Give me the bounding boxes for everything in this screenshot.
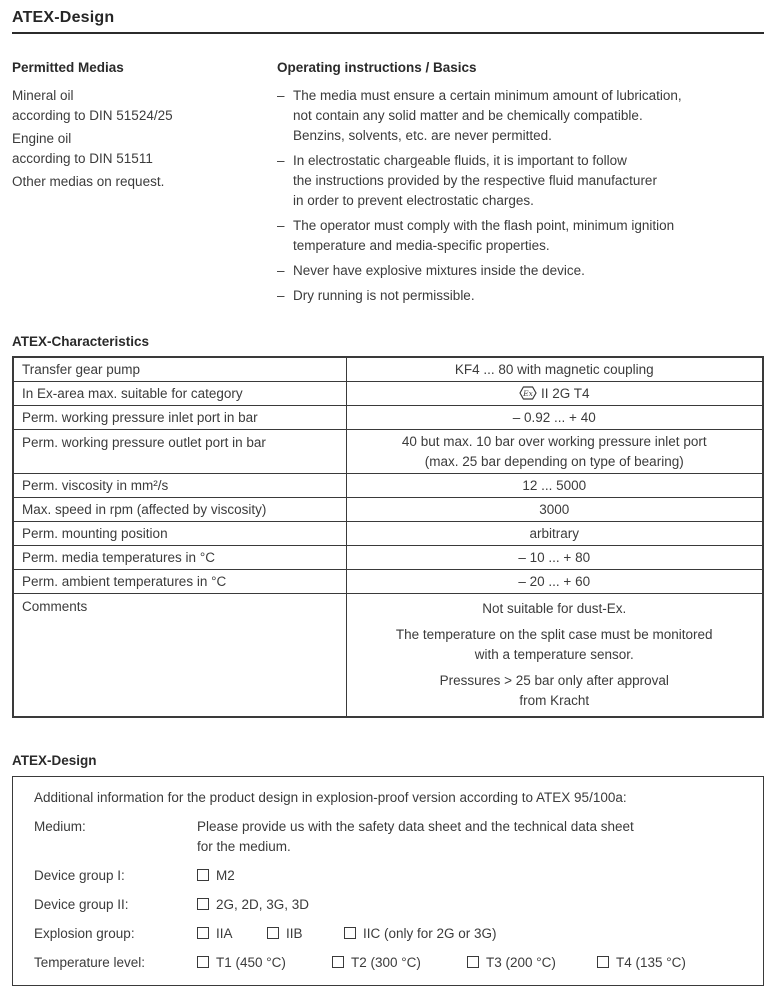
comment-paragraph: Not suitable for dust-Ex. [482,600,627,616]
checkbox-option [467,953,597,973]
checkbox-2g-2d-3g-3d[interactable] [197,898,209,910]
row-label: Max. speed in rpm (affected by viscosity) [13,498,346,522]
row-value: 12 ... 5000 [346,474,763,498]
media-line: Other medias on request. [12,174,165,189]
bullet-line: the instructions provided by the respective fluid manufacturer [293,173,657,188]
bullet-line: temperature and media-specific properties. [293,238,550,253]
table-row [13,570,763,594]
table-row [13,594,763,718]
checkbox-t1[interactable] [197,956,209,968]
row-label: Perm. mounting position [13,522,346,546]
permitted-medias-heading: Permitted Medias [12,60,124,75]
table-row [13,522,763,546]
table-row [13,546,763,570]
list-item [277,286,764,306]
bullet-line: The media must ensure a certain minimum amount of lubrication, [293,88,682,103]
checkbox-iia[interactable] [197,927,209,939]
atex-intro: Additional information for the product design in explosion-proof version according to ATEX 95/100a: [34,790,627,805]
atex-design-section [12,752,764,986]
row-label: Perm. working pressure inlet port in bar [13,406,346,430]
characteristics-section [12,333,764,718]
media-paragraph [12,172,277,192]
row-value: 3000 [346,498,763,522]
row-value: – 10 ... + 80 [346,546,763,570]
bullet-text [293,286,475,306]
row-value: arbitrary [346,522,763,546]
page-title: ATEX-Design [12,9,115,26]
media-line: Engine oil [12,131,72,146]
checkbox-label: T3 (200 °C) [486,955,556,970]
field-label: Device group II: [34,897,129,912]
checkbox-label: IIC (only for 2G or 3G) [363,926,497,941]
form-row-device-group-1 [34,866,745,886]
checkbox-option [344,924,497,944]
media-line: Mineral oil [12,88,74,103]
bullet-line: In electrostatic chargeable fluids, it is important to follow [293,153,627,168]
form-row-explosion-group [34,924,745,944]
list-item [277,151,764,211]
row-label: Perm. ambient temperatures in °C [13,570,346,594]
checkbox-label: IIA [216,926,233,941]
field-label: Temperature level: [34,955,146,970]
field-label: Medium: [34,819,86,834]
row-label: Perm. viscosity in mm²/s [13,474,346,498]
row-value: KF4 ... 80 with magnetic coupling [346,357,763,382]
options-group [197,895,309,915]
checkbox-option [197,953,332,973]
checkbox-label: 2G, 2D, 3G, 3D [216,897,310,912]
row-value [346,382,763,406]
bullet-list [277,86,764,306]
field-label: Explosion group: [34,926,135,941]
row-label: Transfer gear pump [13,357,346,382]
dash-bullet-icon: – [277,263,285,278]
media-paragraph [12,129,277,169]
table-row [13,474,763,498]
title-rule [12,32,764,34]
row-label: Comments [13,594,346,718]
svg-text:Ex: Ex [523,388,533,398]
row-label: Perm. media temperatures in °C [13,546,346,570]
checkbox-t3[interactable] [467,956,479,968]
medium-text [197,817,745,857]
comment-line: The temperature on the split case must be monitored [395,626,713,642]
checkbox-label: T2 (300 °C) [351,955,421,970]
form-row-medium [34,817,745,857]
row-label: In Ex-area max. suitable for category [13,382,346,406]
checkbox-label: T1 (450 °C) [216,955,286,970]
bullet-line: in order to prevent electrostatic charges. [293,193,534,208]
checkbox-option [597,953,686,973]
table-row [13,498,763,522]
media-line: according to DIN 51511 [12,151,153,166]
list-item [277,261,764,281]
bullet-line: Never have explosive mixtures inside the device. [293,263,585,278]
characteristics-table [12,356,764,718]
options-group [197,866,235,886]
media-line: according to DIN 51524/25 [12,108,173,123]
table-row [13,357,763,382]
atex-design-box [12,776,764,986]
bullet-text [293,151,657,211]
table-row [13,382,763,406]
value-line: (max. 25 bar depending on type of bearing) [424,453,684,469]
bullet-line: Dry running is not permissible. [293,288,475,303]
bullet-text [293,86,682,146]
bullet-text [293,216,674,256]
options-group [197,953,686,973]
field-label: Device group I: [34,868,125,883]
medium-line: Please provide us with the safety data sheet and the technical data sheet [197,819,634,834]
permitted-medias-column [12,59,277,311]
checkbox-label: M2 [216,868,235,883]
table-row [13,430,763,474]
category-value: II 2G T4 [540,385,590,401]
checkbox-option [197,866,235,886]
form-row-device-group-2 [34,895,745,915]
row-value: – 20 ... + 60 [346,570,763,594]
intro-section [12,59,764,311]
checkbox-t2[interactable] [332,956,344,968]
comment-paragraph [355,625,755,665]
dash-bullet-icon: – [277,218,285,233]
list-item [277,216,764,256]
operating-instructions-heading: Operating instructions / Basics [277,60,477,75]
checkbox-option [267,924,344,944]
checkbox-label: IIB [286,926,303,941]
media-paragraph [12,86,277,126]
row-value: – 0.92 ... + 40 [346,406,763,430]
checkbox-option [197,924,267,944]
row-value [346,594,763,718]
row-value [346,430,763,474]
medium-line: for the medium. [197,839,291,854]
comment-line: with a temperature sensor. [474,646,634,662]
value-line: 40 but max. 10 bar over working pressure inlet port [401,433,707,449]
comment-line: from Kracht [519,692,590,708]
row-label: Perm. working pressure outlet port in bar [13,430,346,474]
checkbox-option [197,895,309,915]
dash-bullet-icon: – [277,288,285,303]
form-row-temperature-level [34,953,745,973]
checkbox-option [332,953,467,973]
checkbox-m2[interactable] [197,869,209,881]
characteristics-heading: ATEX-Characteristics [12,334,150,349]
checkbox-t4[interactable] [597,956,609,968]
dash-bullet-icon: – [277,88,285,103]
atex-design-heading: ATEX-Design [12,753,97,768]
bullet-line: not contain any solid matter and be chemically compatible. [293,108,643,123]
ex-hexagon-icon [519,386,537,400]
table-row [13,406,763,430]
comment-line: Pressures > 25 bar only after approval [439,672,669,688]
list-item [277,86,764,146]
checkbox-iib[interactable] [267,927,279,939]
checkbox-iic[interactable] [344,927,356,939]
checkbox-label: T4 (135 °C) [616,955,686,970]
operating-instructions-column [277,59,764,311]
bullet-line: The operator must comply with the flash point, minimum ignition [293,218,675,233]
options-group [197,924,497,944]
bullet-line: Benzins, solvents, etc. are never permitted. [293,128,552,143]
comment-paragraph [355,671,755,711]
dash-bullet-icon: – [277,153,285,168]
bullet-text [293,261,585,281]
